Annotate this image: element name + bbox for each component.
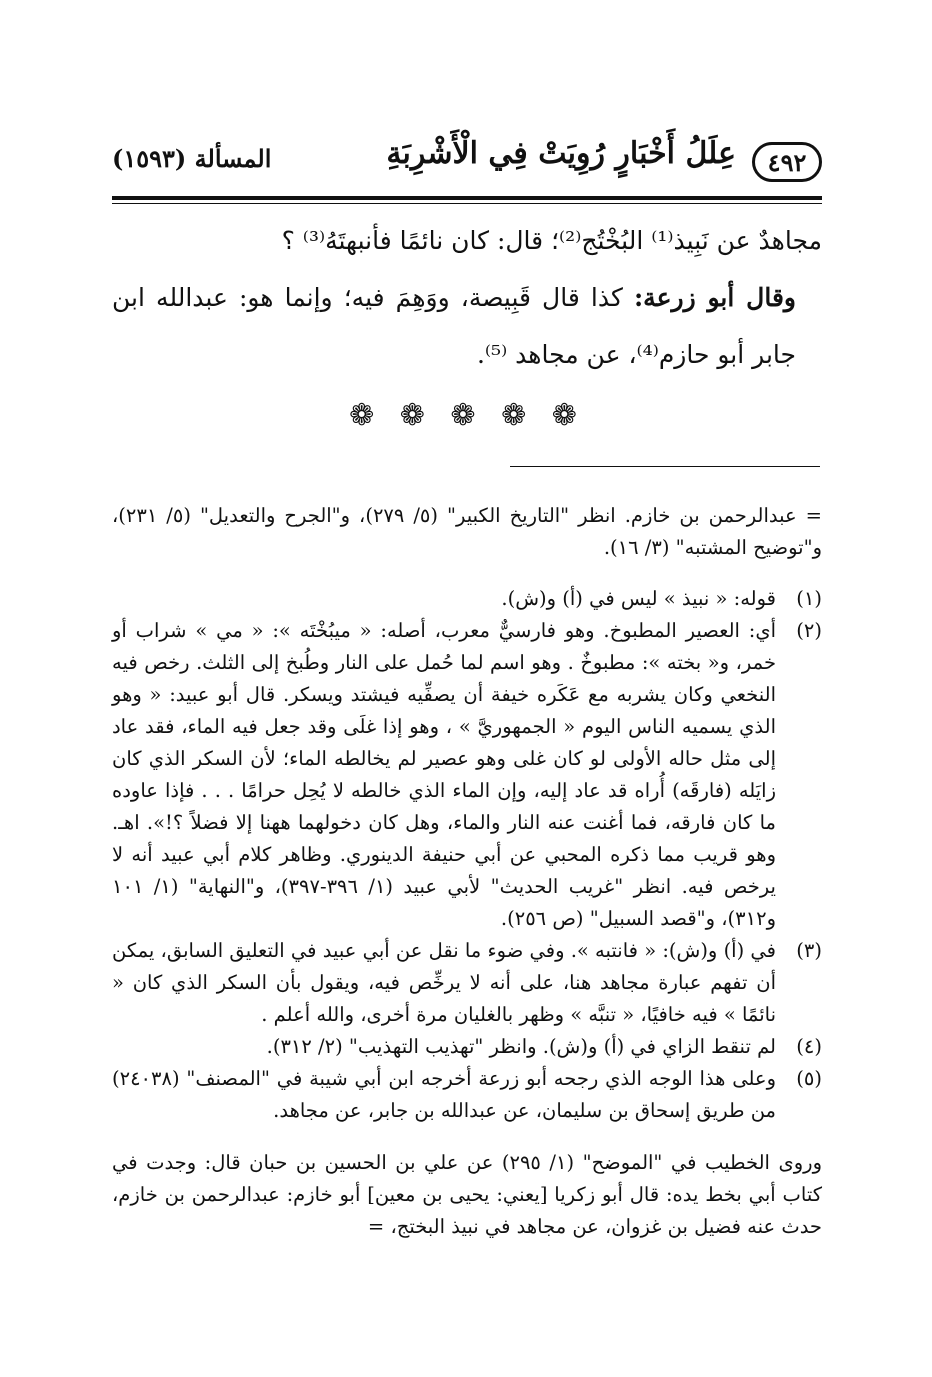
footnote-text: وعلى هذا الوجه الذي رجحه أبو زرعة أخرجه ابن أبي شيبة في "المصنف" (٢٤٠٣٨) من طريق إسحاق بن سليمان، عن عبدالله بن جابر، عن مجاهد. (112, 1067, 776, 1122)
abu-zura-lead: وقال أبو زرعة: (633, 283, 796, 312)
footnote-number: (٥) (796, 1067, 822, 1090)
main-text (112, 212, 822, 383)
main-line-1: مجاهدٌ عن نَبِيذ⁽¹⁾ البُخْتُج⁽²⁾؛ قال: كان نائمًا فأنبهتَهُ⁽³⁾ ؟ (281, 226, 822, 255)
footnote-3 (112, 935, 822, 1031)
issue-label: المسألة (١٥٩٣) (112, 144, 272, 173)
footnote-5 (112, 1063, 822, 1127)
footnote-number: (٤) (796, 1035, 822, 1058)
footnote-text: قوله: « نبيذ » ليس في (أ) و(ش). (501, 587, 776, 610)
header-rule-thin (112, 203, 822, 204)
page-number: ٤٩٢ (767, 147, 807, 177)
footnote-2 (112, 615, 822, 935)
footnote-text: أي: العصير المطبوخ. وهو فارسيٌّ معرب، أصله: « ميبُخْتَه »: « مي » شراب أو خمر، و« بخته »: مطبوخٌ . وهو اسم لما حُمل على النار وطُبخ إلى الثلث. رخص فيه النخعي وكان يشربه مع عَكَره خيفة أن يصفِّيه فيشتد ويسكر. قال أبو عبيد: « وهو الذي يسميه الناس اليوم « الجمهوريَّ » ، وهو إذا غلَى وقد جعل فيه الماء، فقد عاد إلى مثل حاله الأولى لو كان غلى وهو عصير لم يخالطه الماء؛ لأن السكر الذي كان زايَله (فارقَه) أُراه قد عاد إليه، وإن الماء الذي خالطه لا يُحِل حرامًا . . . فإذا عاوده ما كان فارقه، فما أغنت عنه النار والماء، وهل كان دخولهما ههنا إلا فضلاً ؟!». اهـ. وهو قريب مما ذكره المحبي عن أبي حنيفة الدينوري. وظاهر كلام أبي عبيد أنه لا يرخص فيه. انظر "غريب الحديث" لأبي عبيد (١/ ٣٩٦-٣٩٧)، و"النهاية" (١/ ١٠١ و٣١٢)، و"قصد السبيل" (ص ٢٥٦). (112, 619, 776, 930)
footnote-text: لم تنقط الزاي في (أ) و(ش). وانظر "تهذيب التهذيب" (٢/ ٣١٢). (266, 1035, 776, 1058)
footnote-text: في (أ) و(ش): « فانتبه ». وفي ضوء ما نقل عن أبي عبيد في التعليق السابق، يمكن أن تفهم عبارة مجاهد هنا، على أنه لا يرخِّص فيه، ويقول بأن السكر الذي كان « نائمًا » فيه خافيًا، « تنبَّه » وظهر بالغليان مرة أخرى، والله أعلم . (112, 939, 776, 1026)
paragraph-2-text: كذا قال قَبِيصة، ووَهِمَ فيه؛ وإنما هو: عبدالله ابن جابر أبو حازم⁽⁴⁾، عن مجاهد ⁽⁵⁾. (112, 283, 796, 369)
footnotes (112, 480, 822, 1262)
footnote-number: (٢) (796, 619, 822, 642)
footnote-number: (١) (796, 587, 822, 610)
main-paragraph-2 (112, 269, 822, 383)
page-header (112, 136, 822, 194)
section-ornament: ❁ ❁ ❁ ❁ ❁ (349, 398, 585, 433)
footnote-5-tail: وروى الخطيب في "الموضح" (١/ ٢٩٥) عن علي بن الحسين بن حبان قال: وجدت في كتاب أبي بخط يده: قال أبو زكريا [يعني: يحيى بن معين] أبو خازم: عبدالرحمن بن خازم، حدث عنه فضيل بن غزوان، عن مجاهد في نبيذ البختج، = (112, 1150, 822, 1238)
header-rule-thick (112, 196, 822, 200)
book-title: عِلَلُ أَخْبَارٍ رُوِيَتْ فِي الْأَشْرِبَةِ (386, 136, 736, 171)
footnote-4 (112, 1031, 822, 1063)
footnote-separator (510, 466, 820, 467)
footnote-1 (112, 583, 822, 615)
page-number-badge (752, 142, 822, 182)
footnote-continuation: = عبدالرحمن بن خازم. انظر "التاريخ الكبير" (٥/ ٢٧٩)، و"الجرح والتعديل" (٥/ ٢٣١)، و"توضيح المشتبه" (٣/ ١٦). (112, 503, 822, 559)
footnote-number: (٣) (796, 939, 822, 962)
